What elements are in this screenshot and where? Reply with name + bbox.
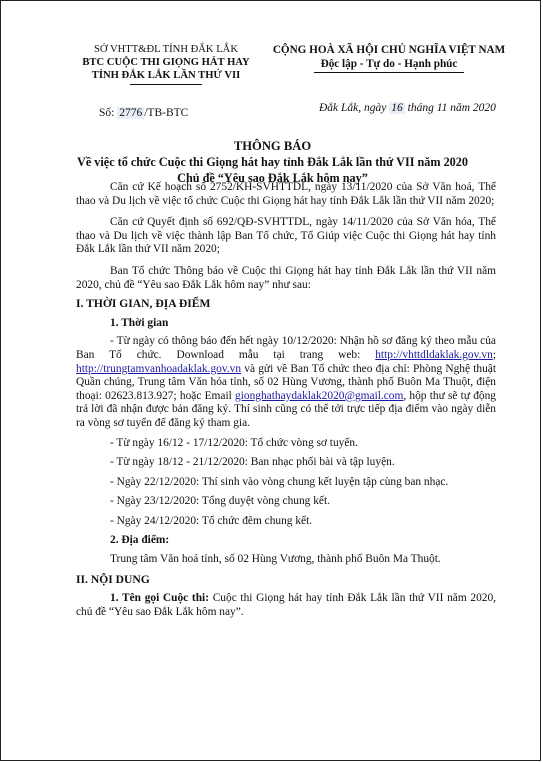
section-heading-1: I. THỜI GIAN, ĐỊA ĐIỂM (76, 297, 211, 311)
document-body (76, 181, 496, 625)
title-line-1: THÔNG BÁO (233, 139, 312, 153)
doc-number-suffix: /TB-BTC (144, 107, 189, 119)
doc-number-prefix: Số: (99, 107, 115, 119)
link-separator: ; (492, 348, 496, 361)
email-link[interactable]: gionghathaydaklak2020@gmail.com (235, 389, 404, 402)
contest-name-text: Cuộc thi Giọng hát hay tỉnh Đắk Lắk lần thứ VII năm 2020, chủ đề “Yêu sao Đắk Lắk hôm nay”. (76, 592, 496, 618)
national-motto-header (269, 43, 509, 73)
registration-text-c: , hộp thư sẽ tự động trả lời đã nhận được bản đăng ký. Thí sinh cũng có thể tới trực tiếp địa điểm vào ngày diễn ra vòng sơ tuyển để đăng ký tham gia. (76, 389, 496, 429)
registration-text-a: - Từ ngày có thông báo đến hết ngày 10/12/2020: Nhận hồ sơ đăng ký theo mẫu của Ban Tổ chức. Download mẫu tại trang web: (76, 335, 496, 361)
schedule-item: - Ngày 23/12/2020: Tổng duyệt vòng chung kết. (110, 495, 330, 508)
schedule-item: - Ngày 24/12/2020: Tổ chức đêm chung kết. (110, 514, 313, 527)
subsection-heading-time: 1. Thời gian (110, 316, 169, 329)
contest-name-paragraph (76, 592, 496, 619)
agency-line-2: BTC CUỘC THI GIỌNG HÁT HAY (82, 57, 250, 68)
title-line-2: Về việc tổ chức Cuộc thi Giọng hát hay tỉnh Đắk Lắk lần thứ VII năm 2020 (77, 155, 468, 169)
country-name: CỘNG HOÀ XÃ HỘI CHỦ NGHĨA VIỆT NAM (272, 44, 506, 56)
announcement-paragraph: Ban Tổ chức Thông báo về Cuộc thi Giọng hát hay tỉnh Đắk Lắk lần thứ VII năm 2020, chủ đề “Yêu sao Đắk Lắk hôm nay” như sau: (76, 264, 496, 291)
agency-line-3: TỈNH ĐẮK LẮK LẦN THỨ VII (91, 70, 241, 81)
schedule-item: - Ngày 22/12/2020: Thí sinh vào vòng chung kết luyện tập cùng ban nhạc. (110, 475, 449, 488)
date-line (319, 102, 496, 114)
motto-underline (314, 72, 464, 73)
section-heading-2: II. NỘI DUNG (76, 572, 150, 586)
agency-underline (130, 84, 202, 85)
document-title (41, 138, 504, 186)
issuing-agency-header (61, 43, 271, 85)
venue-text: Trung tâm Văn hoá tỉnh, số 02 Hùng Vương, thành phố Buôn Ma Thuột. (110, 553, 441, 566)
document-number (99, 107, 188, 119)
website-link-1[interactable]: http://vhttdldaklak.gov.vn (375, 348, 493, 361)
contest-name-label: 1. Tên gọi Cuộc thi: (110, 592, 210, 605)
national-motto: Độc lập - Tự do - Hạnh phúc (320, 58, 458, 70)
registration-text-b: và gửi về Ban Tổ chức theo địa chỉ: Phòng Nghệ thuật Quần chúng, Trung tâm Văn hóa tỉnh, số 02 Hùng Vương, thành phố Buôn Ma Thuột, điện thoại: 02623.813.927; hoặc Email (76, 362, 496, 402)
date-place: Đắk Lắk, ngày (319, 102, 387, 114)
title-line-3: Chủ đề “Yêu sao Đắk Lắk hôm nay” (177, 171, 368, 185)
doc-number-value: 2776 (119, 107, 143, 119)
date-day: 16 (391, 102, 403, 114)
schedule-item: - Từ ngày 16/12 - 17/12/2020: Tổ chức vòng sơ tuyển. (110, 436, 358, 449)
registration-paragraph (76, 335, 496, 430)
website-link-2[interactable]: http://trungtamvanhoadaklak.gov.vn (76, 362, 242, 375)
agency-line-1: SỞ VHTT&ĐL TỈNH ĐẮK LẮK (94, 44, 238, 55)
subsection-heading-venue: 2. Địa điểm: (110, 534, 170, 547)
basis-paragraph-1: Căn cứ Kế hoạch số 2752/KH-SVHTTDL, ngày 13/11/2020 của Sở Văn hoá, Thể thao và Du lịch về việc tổ chức Cuộc thi Giọng hát hay tỉnh Đắk Lắk lần thứ VII năm 2020; (76, 181, 496, 207)
basis-paragraph-2: Căn cứ Quyết định số 692/QĐ-SVHTTDL, ngày 14/11/2020 của Sở Văn hóa, Thể thao và Du lịch về việc thành lập Ban Tổ chức, Tổ Giúp việc Cuộc thi Giọng hát hay tỉnh Đắk Lắk lần thứ VII năm 2020; (76, 216, 496, 256)
schedule-item: - Từ ngày 18/12 - 21/12/2020: Ban nhạc phối bài và tập luyện. (110, 456, 395, 469)
date-rest: tháng 11 năm 2020 (407, 102, 496, 114)
